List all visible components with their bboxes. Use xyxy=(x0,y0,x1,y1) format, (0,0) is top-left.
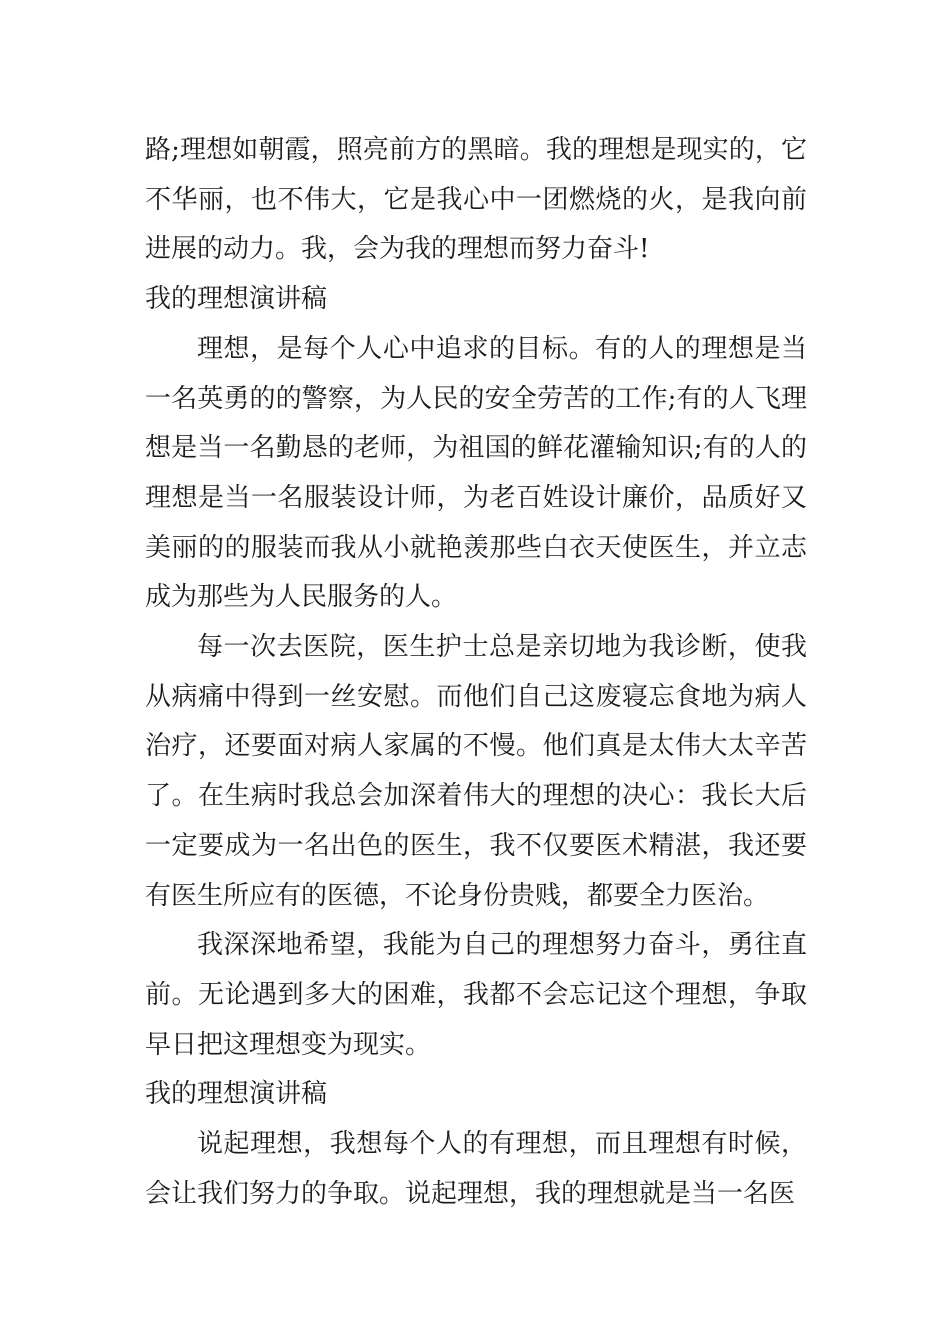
section-heading: 我的理想演讲稿 xyxy=(145,1079,328,1110)
paragraph: 理想，是每个人心中追求的目标。有的人的理想是当一名英勇的的警察，为人民的安全劳苦的工作;有的人飞理想是当一名勤恳的老师，为祖国的鲜花灌输知识;有的人的理想是当一名服装设计师，为老百姓设计廉价，品质好又美丽的的服装而我从小就艳羡那些白衣天使医生，并立志成为那些为人民服务的人。 xyxy=(145,333,807,613)
paragraph: 我深深地希望，我能为自己的理想努力奋斗，勇往直前。无论遇到多大的困难，我都不会忘记这个理想，争取早日把这理想变为现实。 xyxy=(145,930,807,1060)
paragraph: 每一次去医院，医生护士总是亲切地为我诊断，使我从病痛中得到一丝安慰。而他们自己这废寝忘食地为病人治疗，还要面对病人家属的不慢。他们真是太伟大太辛苦了。在生病时我总会加深着伟大的理想的决心：我长大后一定要成为一名出色的医生，我不仅要医术精湛，我还要有医生所应有的医德，不论身份贵贱，都要全力医治。 xyxy=(145,632,807,911)
paragraph-continuation: 路;理想如朝霞，照亮前方的黑暗。我的理想是现实的，它不华丽，也不伟大，它是我心中一团燃烧的火，是我向前进展的动力。我，会为我的理想而努力奋斗! xyxy=(145,135,807,265)
paragraph: 说起理想，我想每个人的有理想，而且理想有时候，会让我们努力的争取。说起理想，我的理想就是当一名医 xyxy=(145,1129,807,1209)
section-heading: 我的理想演讲稿 xyxy=(145,284,328,315)
document-body xyxy=(145,126,807,1219)
